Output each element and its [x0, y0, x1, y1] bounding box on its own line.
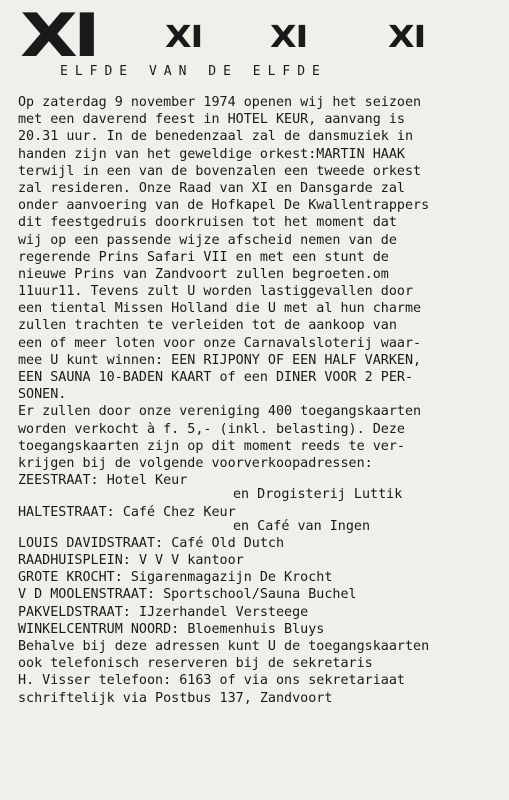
- address-place: Café Chez Keur: [122, 504, 236, 520]
- title-xi-small: XI: [270, 20, 308, 55]
- address-row: [18, 535, 508, 552]
- text-line: zullen trachten te verleiden tot de aankoop van: [18, 318, 397, 334]
- address-place-secondary: en Café van Ingen: [233, 518, 371, 534]
- header: [0, 1, 509, 71]
- subtitle: ELFDE VAN DE ELFDE: [60, 64, 327, 79]
- text-line: een tiental Missen Holland die U met al hun charme: [18, 301, 422, 317]
- address-street: ZEESTRAAT:: [18, 473, 99, 489]
- closing-line: ook telefonisch reserveren bij de sekretaris: [18, 656, 373, 672]
- text-line: krijgen bij de volgende voorverkoopadressen:: [18, 455, 373, 471]
- closing-line: H. Visser telefoon: 6163 of via ons sekretariaat: [18, 673, 405, 689]
- address-row: [18, 552, 508, 569]
- text-line: worden verkocht à f. 5,- (inkl. belasting). Deze: [18, 421, 405, 437]
- text-line: EEN SAUNA 10-BADEN KAART of een DINER VOOR 2 PER-: [18, 370, 414, 385]
- address-street: WINKELCENTRUM NOORD:: [18, 621, 180, 637]
- text-line: handen zijn van het geweldige orkest:MARTIN HAAK: [18, 146, 405, 162]
- address-row: [18, 586, 508, 603]
- text-line: mee U kunt winnen: EEN RIJPONY OF EEN HALF VARKEN,: [18, 352, 422, 368]
- address-place: Hotel Keur: [106, 473, 188, 489]
- title-xi-small: XI: [388, 20, 426, 55]
- text-line: zal resideren. Onze Raad van XI en Dansgarde zal: [18, 180, 405, 196]
- address-row: [18, 472, 508, 489]
- address-place: IJzerhandel Versteege: [138, 604, 309, 620]
- announcement-body: [18, 94, 508, 707]
- text-line: met een daverend feest in HOTEL KEUR, aanvang is: [18, 112, 405, 128]
- announcement-text: [18, 94, 508, 472]
- text-line: Er zullen door onze vereniging 400 toegangskaarten: [18, 404, 422, 420]
- title-xi-small: XI: [165, 20, 203, 55]
- address-row: [18, 621, 508, 638]
- address-street: GROTE KROCHT:: [18, 570, 123, 586]
- address-place: V V V kantoor: [138, 553, 244, 569]
- text-line: onder aanvoering van de Hofkapel De Kwallentrappers: [18, 198, 430, 214]
- title-xi-large: XI: [20, 1, 96, 71]
- address-row: [18, 504, 508, 521]
- closing-line: schriftelijk via Postbus 137, Zandvoort: [18, 690, 333, 706]
- address-place: Bloemenhuis Bluys: [187, 621, 325, 637]
- address-row: [18, 604, 508, 621]
- address-street: PAKVELDSTRAAT:: [18, 604, 131, 620]
- text-line: een of meer loten voor onze Carnavalsloterij waar-: [18, 335, 422, 351]
- text-line: nieuwe Prins van Zandvoort zullen begroeten.om: [18, 266, 389, 282]
- address-list: [18, 472, 508, 638]
- text-line: dit feestgedruis doorkruisen tot het moment dat: [18, 215, 397, 231]
- text-line: terwijl in een van de bovenzalen een tweede orkest: [18, 163, 422, 179]
- closing-text: [18, 638, 508, 707]
- address-street: RAADHUISPLEIN:: [18, 553, 131, 569]
- address-row: [18, 569, 508, 586]
- text-line: wij op een passende wijze afscheid nemen van de: [18, 232, 397, 248]
- text-line: 11uur11. Tevens zult U worden lastiggevallen door: [18, 284, 414, 300]
- text-line: 20.31 uur. In de benedenzaal zal de dansmuziek in: [18, 129, 414, 145]
- address-street: LOUIS DAVIDSTRAAT:: [18, 535, 164, 551]
- address-place: Sportschool/Sauna Buchel: [163, 587, 357, 603]
- text-line: regerende Prins Safari VII en met een stunt de: [18, 249, 389, 265]
- address-street: V D MOOLENSTRAAT:: [18, 587, 156, 603]
- address-place-secondary: en Drogisterij Luttik: [233, 487, 403, 503]
- text-line: toegangskaarten zijn op dit moment reeds te ver-: [18, 438, 405, 454]
- text-line: SONEN.: [18, 387, 67, 403]
- text-line: Op zaterdag 9 november 1974 openen wij het seizoen: [18, 95, 422, 110]
- address-street: HALTESTRAAT:: [18, 504, 115, 520]
- closing-line: Behalve bij deze adressen kunt U de toegangskaarten: [18, 639, 430, 654]
- address-place: Café Old Dutch: [171, 535, 285, 551]
- address-place: Sigarenmagazijn De Krocht: [130, 570, 333, 586]
